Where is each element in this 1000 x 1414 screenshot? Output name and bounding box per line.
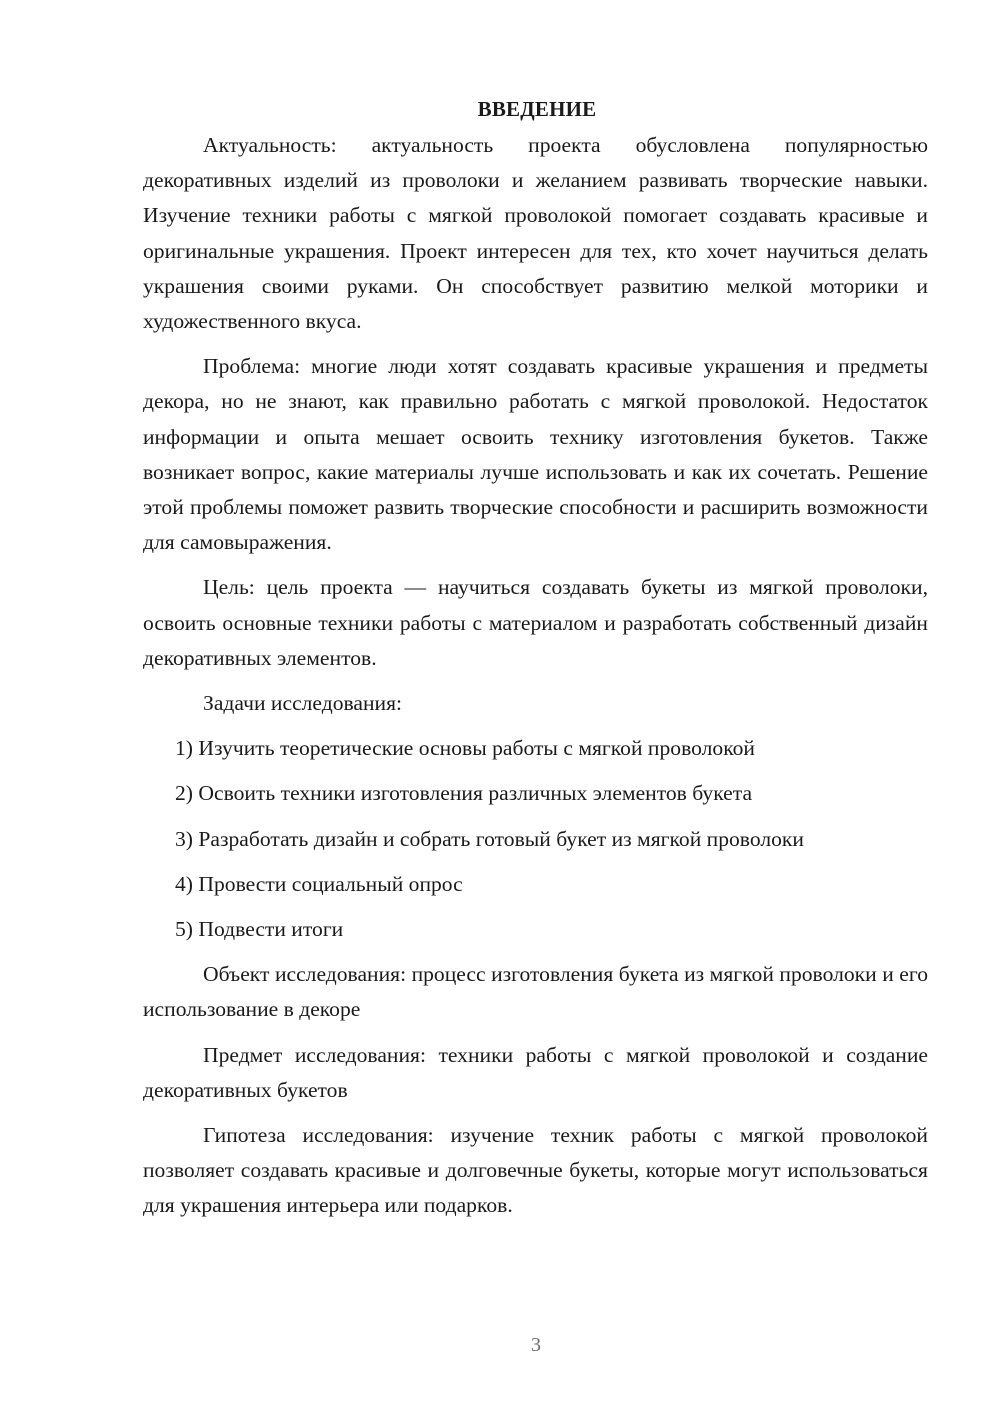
task-item: 3) Разработать дизайн и собрать готовый букет из мягкой проволоки	[175, 826, 804, 851]
task-item: 4) Провести социальный опрос	[175, 871, 463, 896]
task-list	[143, 731, 928, 947]
goal-paragraph: Цель: цель проекта — научиться создавать букеты из мягкой проволоки, освоить основные техники работы с материалом и разработать собственный дизайн декоративных элементов.	[143, 575, 928, 670]
document-page	[143, 92, 928, 1224]
relevance-paragraph: Актуальность: актуальность проекта обусловлена популярностью декоративных изделий из проволоки и желанием развивать творческие навыки. Изучение техники работы с мягкой проволокой помогает создавать красивые и оригинальные украшения. Проект интересен для тех, кто хочет научиться делать украшения своими руками. Он способствует развитию мелкой моторики и художественного вкуса.	[143, 133, 928, 334]
hypothesis-paragraph: Гипотеза исследования: изучение техник работы с мягкой проволокой позволяет создавать красивые и долговечные букеты, которые могут использоваться для украшения интерьера или подарков.	[143, 1123, 928, 1218]
task-item: 1) Изучить теоретические основы работы с мягкой проволокой	[175, 736, 755, 761]
problem-paragraph: Проблема: многие люди хотят создавать красивые украшения и предметы декора, но не знают, как правильно работать с мягкой проволокой. Недостаток информации и опыта мешает освоить технику изготовления букетов. Также возникает вопрос, какие материалы лучше использовать и как их сочетать. Решение этой проблемы поможет развить творческие способности и расширить возможности для самовыражения.	[143, 354, 928, 555]
task-item: 2) Освоить техники изготовления различных элементов букета	[175, 781, 753, 806]
task-item: 5) Подвести итоги	[175, 917, 344, 942]
document-title: ВВЕДЕНИЕ	[477, 97, 597, 121]
subject-paragraph: Предмет исследования: техники работы с мягкой проволокой и создание декоративных букетов	[143, 1042, 928, 1102]
page-number: 3	[531, 1334, 541, 1356]
object-paragraph: Объект исследования: процесс изготовления букета из мягкой проволоки и его использование в декоре	[143, 962, 928, 1022]
tasks-heading: Задачи исследования:	[203, 691, 403, 716]
